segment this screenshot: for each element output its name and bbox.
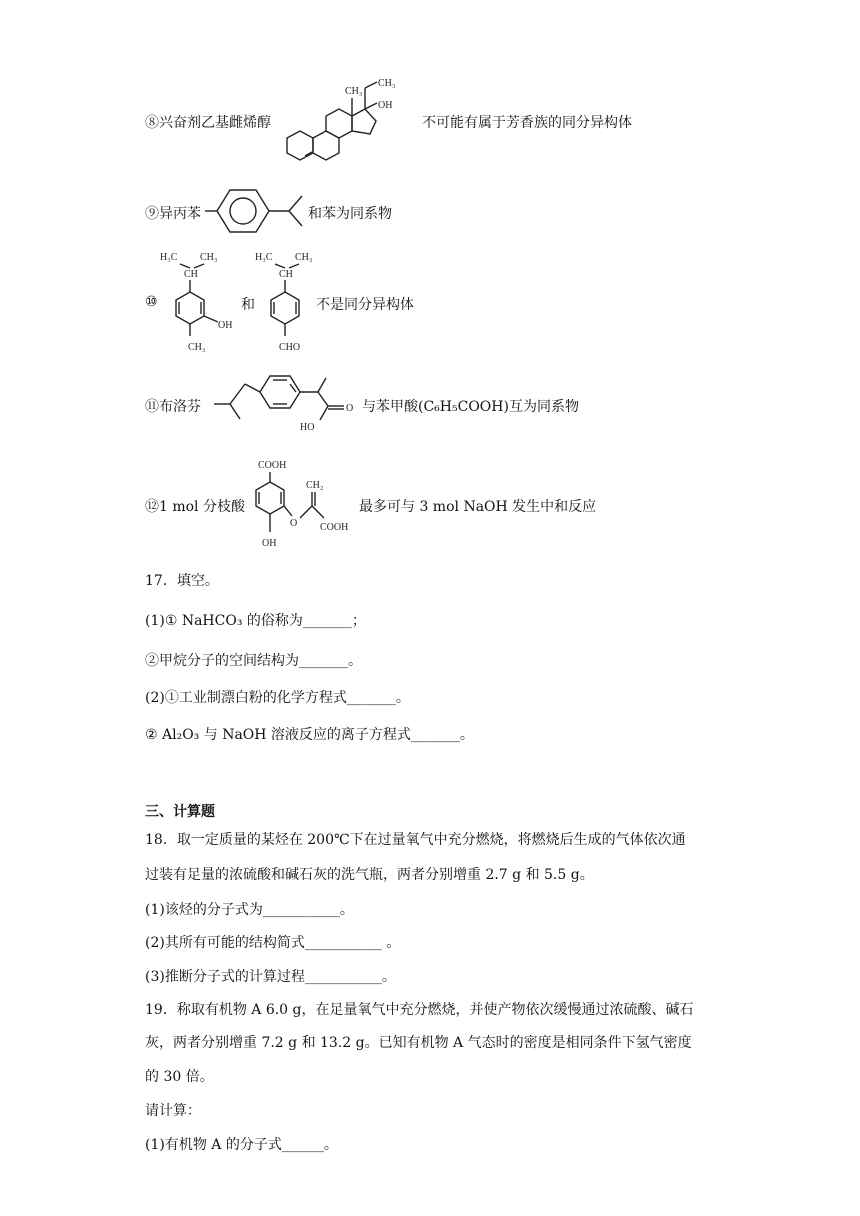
item-10-prefix: ⑩ <box>145 294 158 310</box>
o-label: O <box>290 518 298 529</box>
q17-line3: (2)①工业制漂白粉的化学方程式_______。 <box>145 690 410 706</box>
h3c-label: H₃C <box>160 252 178 263</box>
cumene-structure <box>205 184 310 239</box>
ibuprofen-structure <box>210 364 362 436</box>
q17-title: 17．填空。 <box>145 573 219 589</box>
item-11-suffix: 与苯甲酸(C₆H₅COOH)互为同系物 <box>362 399 579 415</box>
oh-label: OH <box>218 320 233 331</box>
oh-label: OH <box>378 100 393 111</box>
item-9-prefix: ⑨异丙苯 <box>145 206 201 222</box>
ch3-label-2: CH₃ <box>378 78 396 89</box>
ho-label: HO <box>300 422 315 433</box>
h3c-label: H₃C <box>255 252 273 263</box>
q19-text-line3: 的 30 倍。 <box>145 1069 214 1085</box>
item-8-suffix: 不可能有属于芳香族的同分异构体 <box>422 115 632 131</box>
ch3-label: CH₃ <box>345 86 363 97</box>
item-8-prefix: ⑧兴奋剂乙基雌烯醇 <box>145 115 271 131</box>
ch3-label: CH₃ <box>200 252 218 263</box>
o-label: O <box>346 403 354 414</box>
q19-please: 请计算： <box>145 1103 201 1119</box>
q17-line2: ②甲烷分子的空间结构为_______。 <box>145 653 362 669</box>
ch-label: CH <box>184 269 198 280</box>
oh-label: OH <box>262 538 277 549</box>
ethylestrenol-structure <box>277 76 422 168</box>
item-9-suffix: 和苯为同系物 <box>308 206 392 222</box>
ch-label: CH <box>279 269 293 280</box>
q18-sub1: (1)该烃的分子式为___________。 <box>145 902 354 918</box>
q19-sub1: (1)有机物 A 的分子式______。 <box>145 1137 338 1153</box>
cooh-label: COOH <box>258 460 287 471</box>
cyclohexadiene-aldehyde-structure <box>255 248 325 356</box>
cho-label: CHO <box>279 342 301 353</box>
item-10-suffix: 不是同分异构体 <box>316 297 414 313</box>
q18-sub2: (2)其所有可能的结构简式___________ 。 <box>145 935 401 951</box>
q18-text-line2: 过装有足量的浓硫酸和碱石灰的洗气瓶，两者分别增重 2.7 g 和 5.5 g。 <box>145 867 594 883</box>
q19-text-line1: 19．称取有机物 A 6.0 g，在足量氧气中充分燃烧，并使产物依次缓慢通过浓硫酸、碱石 <box>145 1002 694 1018</box>
ch3-label-2: CH₃ <box>188 342 206 353</box>
chorismic-acid-structure <box>250 456 362 552</box>
item-10-and: 和 <box>241 297 255 313</box>
cooh-label-2: COOH <box>320 522 349 533</box>
q17-line1: (1)① NaHCO₃ 的俗称为_______； <box>145 613 366 629</box>
ch2-label: CH₂ <box>306 480 324 491</box>
section-3-title: 三、计算题 <box>145 804 215 820</box>
item-11-prefix: ⑪布洛芬 <box>145 399 201 415</box>
carvacrol-like-structure <box>160 248 240 356</box>
ch3-label: CH₃ <box>295 252 313 263</box>
q18-sub3: (3)推断分子式的计算过程___________。 <box>145 969 396 985</box>
q19-text-line2: 灰，两者分别增重 7.2 g 和 13.2 g。已知有机物 A 气态时的密度是相同条件下氢气密度 <box>145 1035 692 1051</box>
item-12-suffix: 最多可与 3 mol NaOH 发生中和反应 <box>359 499 597 515</box>
item-12-prefix: ⑫1 mol 分枝酸 <box>145 499 245 515</box>
q17-line4: ② Al₂O₃ 与 NaOH 溶液反应的离子方程式_______。 <box>145 727 474 743</box>
q18-text-line1: 18．取一定质量的某烃在 200℃下在过量氧气中充分燃烧，将燃烧后生成的气体依次通 <box>145 832 686 848</box>
